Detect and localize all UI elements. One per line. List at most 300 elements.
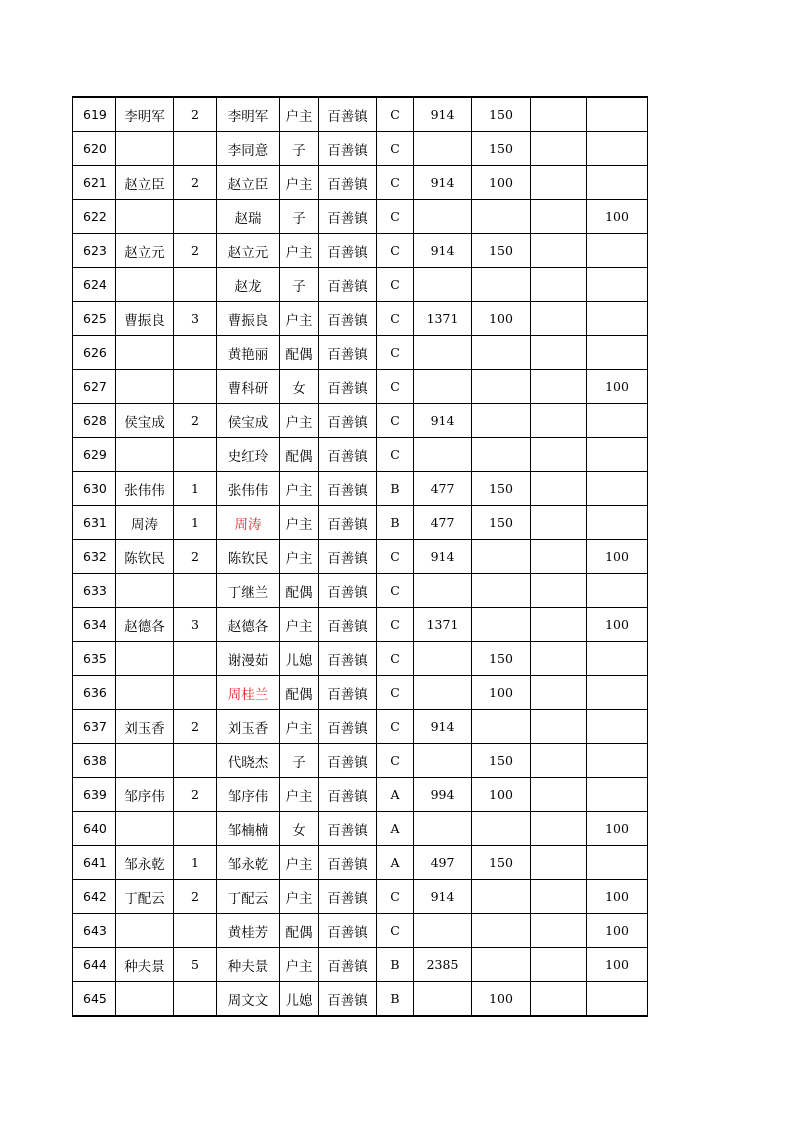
cell-amount-a [414,982,472,1017]
cell-number: 633 [73,574,116,608]
cell-amount-a: 2385 [414,948,472,982]
cell-amount-b: 100 [472,778,531,812]
cell-grade: C [377,710,414,744]
cell-grade: C [377,234,414,268]
cell-grade: C [377,97,414,132]
cell-number: 620 [73,132,116,166]
cell-town: 百善镇 [319,97,377,132]
cell-grade: C [377,914,414,948]
cell-amount-d [587,744,648,778]
cell-relation: 户主 [280,608,319,642]
cell-household-head: 刘玉香 [116,710,174,744]
table-row [73,336,648,370]
cell-amount-b: 100 [472,982,531,1017]
cell-household-size: 2 [174,166,217,200]
cell-grade: C [377,268,414,302]
cell-amount-d [587,404,648,438]
cell-number: 621 [73,166,116,200]
cell-relation: 户主 [280,506,319,540]
cell-grade: C [377,880,414,914]
cell-amount-b [472,710,531,744]
cell-member-name: 赵德各 [217,608,280,642]
cell-amount-b [472,880,531,914]
cell-town: 百善镇 [319,608,377,642]
table-row [73,404,648,438]
cell-amount-c [531,438,587,472]
cell-number: 625 [73,302,116,336]
cell-household-size [174,642,217,676]
cell-amount-c [531,506,587,540]
cell-town: 百善镇 [319,234,377,268]
cell-member-name: 赵立元 [217,234,280,268]
cell-number: 642 [73,880,116,914]
cell-grade: B [377,948,414,982]
table-row [73,574,648,608]
cell-amount-b [472,540,531,574]
table-row [73,370,648,404]
cell-household-size: 2 [174,540,217,574]
cell-amount-d [587,472,648,506]
cell-amount-d: 100 [587,370,648,404]
cell-amount-a: 914 [414,404,472,438]
cell-amount-b: 100 [472,676,531,710]
table-row [73,880,648,914]
cell-amount-c [531,268,587,302]
cell-household-size: 3 [174,608,217,642]
cell-number: 634 [73,608,116,642]
cell-household-head: 曹振良 [116,302,174,336]
cell-town: 百善镇 [319,370,377,404]
cell-town: 百善镇 [319,268,377,302]
cell-household-size: 1 [174,506,217,540]
cell-amount-b: 150 [472,506,531,540]
cell-amount-c [531,676,587,710]
cell-grade: C [377,336,414,370]
cell-relation: 配偶 [280,438,319,472]
cell-member-name: 李明军 [217,97,280,132]
cell-member-name: 丁配云 [217,880,280,914]
cell-member-name: 史红玲 [217,438,280,472]
cell-amount-b [472,608,531,642]
cell-amount-b: 150 [472,234,531,268]
table-row [73,472,648,506]
cell-grade: C [377,200,414,234]
table-body [73,97,648,1016]
cell-number: 624 [73,268,116,302]
cell-household-size [174,438,217,472]
cell-amount-c [531,234,587,268]
cell-amount-c [531,710,587,744]
cell-amount-c [531,982,587,1017]
cell-relation: 户主 [280,880,319,914]
cell-amount-d [587,506,648,540]
cell-household-size: 5 [174,948,217,982]
cell-amount-d [587,438,648,472]
cell-town: 百善镇 [319,506,377,540]
cell-grade: B [377,506,414,540]
cell-amount-a: 477 [414,506,472,540]
cell-town: 百善镇 [319,166,377,200]
cell-grade: C [377,438,414,472]
cell-amount-a: 1371 [414,608,472,642]
cell-member-name: 李同意 [217,132,280,166]
cell-number: 639 [73,778,116,812]
cell-household-size [174,744,217,778]
cell-town: 百善镇 [319,812,377,846]
cell-grade: C [377,744,414,778]
cell-number: 641 [73,846,116,880]
cell-grade: B [377,472,414,506]
cell-amount-c [531,948,587,982]
cell-number: 628 [73,404,116,438]
cell-amount-a: 1371 [414,302,472,336]
cell-amount-a [414,744,472,778]
cell-relation: 户主 [280,948,319,982]
cell-grade: C [377,608,414,642]
cell-amount-b: 150 [472,642,531,676]
cell-relation: 户主 [280,234,319,268]
cell-number: 630 [73,472,116,506]
table-row [73,166,648,200]
cell-member-name: 谢漫茹 [217,642,280,676]
cell-amount-a: 914 [414,710,472,744]
cell-amount-c [531,846,587,880]
cell-amount-a: 914 [414,540,472,574]
cell-amount-c [531,404,587,438]
cell-household-size [174,200,217,234]
cell-household-size [174,914,217,948]
cell-relation: 配偶 [280,574,319,608]
cell-household-head: 种夫景 [116,948,174,982]
cell-household-head [116,812,174,846]
cell-town: 百善镇 [319,438,377,472]
table-row [73,948,648,982]
cell-amount-a: 914 [414,880,472,914]
cell-amount-a [414,268,472,302]
table-row [73,540,648,574]
cell-grade: A [377,846,414,880]
cell-household-size [174,268,217,302]
table-row [73,982,648,1017]
cell-amount-c [531,472,587,506]
cell-relation: 户主 [280,472,319,506]
table-row [73,642,648,676]
cell-member-name: 赵立臣 [217,166,280,200]
cell-grade: C [377,574,414,608]
cell-amount-c [531,200,587,234]
cell-member-name: 赵瑞 [217,200,280,234]
cell-amount-d: 100 [587,948,648,982]
cell-amount-a: 914 [414,234,472,268]
cell-relation: 儿媳 [280,642,319,676]
cell-household-head: 赵德各 [116,608,174,642]
cell-amount-b: 100 [472,302,531,336]
cell-amount-d [587,132,648,166]
cell-amount-c [531,608,587,642]
cell-amount-c [531,132,587,166]
cell-household-head: 邹序伟 [116,778,174,812]
cell-amount-c [531,744,587,778]
cell-relation: 户主 [280,710,319,744]
cell-household-size: 2 [174,234,217,268]
cell-amount-c [531,914,587,948]
cell-relation: 户主 [280,166,319,200]
cell-town: 百善镇 [319,846,377,880]
cell-member-name: 黄桂芳 [217,914,280,948]
cell-relation: 女 [280,370,319,404]
cell-town: 百善镇 [319,778,377,812]
cell-amount-c [531,166,587,200]
cell-household-head [116,200,174,234]
cell-household-size: 1 [174,846,217,880]
cell-relation: 子 [280,200,319,234]
cell-household-head [116,676,174,710]
cell-household-head [116,438,174,472]
cell-amount-b: 150 [472,97,531,132]
cell-household-size [174,812,217,846]
cell-town: 百善镇 [319,948,377,982]
cell-household-head [116,132,174,166]
cell-member-name: 周文文 [217,982,280,1017]
cell-household-size [174,676,217,710]
cell-household-head: 丁配云 [116,880,174,914]
cell-amount-d [587,710,648,744]
cell-amount-d: 100 [587,880,648,914]
cell-amount-d [587,336,648,370]
cell-number: 638 [73,744,116,778]
cell-amount-c [531,302,587,336]
cell-member-name: 代晓杰 [217,744,280,778]
cell-household-head [116,268,174,302]
cell-member-name: 陈钦民 [217,540,280,574]
cell-household-size [174,132,217,166]
cell-amount-b [472,438,531,472]
cell-household-size: 2 [174,710,217,744]
cell-member-name: 侯宝成 [217,404,280,438]
cell-household-head [116,642,174,676]
cell-grade: A [377,812,414,846]
cell-household-head: 赵立臣 [116,166,174,200]
cell-household-head: 侯宝成 [116,404,174,438]
cell-grade: A [377,778,414,812]
cell-number: 626 [73,336,116,370]
cell-household-size: 2 [174,97,217,132]
table-row [73,438,648,472]
cell-amount-d [587,302,648,336]
cell-town: 百善镇 [319,744,377,778]
cell-grade: C [377,370,414,404]
cell-amount-c [531,97,587,132]
cell-amount-d [587,234,648,268]
cell-amount-b [472,812,531,846]
cell-relation: 子 [280,744,319,778]
cell-relation: 女 [280,812,319,846]
cell-town: 百善镇 [319,540,377,574]
cell-household-size: 2 [174,404,217,438]
cell-amount-b [472,370,531,404]
cell-amount-a: 994 [414,778,472,812]
cell-member-name: 曹振良 [217,302,280,336]
cell-household-size [174,982,217,1017]
cell-member-name: 邹序伟 [217,778,280,812]
cell-amount-b [472,336,531,370]
cell-household-size [174,336,217,370]
cell-number: 635 [73,642,116,676]
cell-relation: 户主 [280,778,319,812]
cell-number: 632 [73,540,116,574]
cell-member-name: 丁继兰 [217,574,280,608]
cell-household-head [116,982,174,1017]
cell-amount-c [531,336,587,370]
cell-amount-a [414,336,472,370]
table-row [73,132,648,166]
cell-relation: 子 [280,268,319,302]
cell-amount-a [414,574,472,608]
cell-amount-c [531,778,587,812]
cell-household-head: 张伟伟 [116,472,174,506]
cell-amount-d [587,268,648,302]
table-row [73,914,648,948]
cell-town: 百善镇 [319,914,377,948]
cell-town: 百善镇 [319,302,377,336]
cell-relation: 户主 [280,540,319,574]
cell-amount-d [587,574,648,608]
table-row [73,302,648,336]
cell-household-head: 陈钦民 [116,540,174,574]
cell-household-head [116,914,174,948]
cell-household-size: 1 [174,472,217,506]
cell-member-name: 曹科研 [217,370,280,404]
cell-grade: C [377,166,414,200]
cell-relation: 配偶 [280,676,319,710]
cell-household-head: 周涛 [116,506,174,540]
cell-amount-a [414,676,472,710]
cell-town: 百善镇 [319,404,377,438]
cell-amount-b: 100 [472,166,531,200]
cell-amount-c [531,370,587,404]
cell-amount-a: 497 [414,846,472,880]
cell-household-head: 赵立元 [116,234,174,268]
cell-town: 百善镇 [319,642,377,676]
cell-town: 百善镇 [319,982,377,1017]
cell-number: 627 [73,370,116,404]
cell-amount-d: 100 [587,608,648,642]
cell-member-name: 张伟伟 [217,472,280,506]
cell-grade: C [377,642,414,676]
cell-town: 百善镇 [319,574,377,608]
cell-household-size [174,574,217,608]
cell-amount-d [587,166,648,200]
cell-number: 622 [73,200,116,234]
cell-household-size: 2 [174,880,217,914]
cell-amount-b [472,200,531,234]
cell-member-name: 周桂兰 [217,676,280,710]
cell-household-size [174,370,217,404]
cell-grade: C [377,302,414,336]
cell-household-head [116,574,174,608]
table-row [73,846,648,880]
cell-household-head: 李明军 [116,97,174,132]
table-row [73,268,648,302]
cell-amount-b [472,948,531,982]
cell-relation: 子 [280,132,319,166]
cell-member-name: 种夫景 [217,948,280,982]
cell-household-head [116,370,174,404]
cell-amount-b [472,574,531,608]
cell-relation: 户主 [280,404,319,438]
cell-amount-d [587,642,648,676]
table-row [73,812,648,846]
cell-town: 百善镇 [319,880,377,914]
cell-number: 640 [73,812,116,846]
cell-household-head [116,336,174,370]
cell-amount-d: 100 [587,540,648,574]
cell-number: 629 [73,438,116,472]
table-row [73,234,648,268]
cell-amount-b: 150 [472,846,531,880]
cell-town: 百善镇 [319,676,377,710]
cell-grade: C [377,540,414,574]
data-table [72,96,648,1017]
cell-amount-d [587,982,648,1017]
cell-amount-a [414,370,472,404]
cell-amount-a [414,914,472,948]
cell-amount-d: 100 [587,914,648,948]
cell-town: 百善镇 [319,472,377,506]
cell-household-size: 2 [174,778,217,812]
cell-amount-a: 914 [414,97,472,132]
cell-member-name: 邹楠楠 [217,812,280,846]
cell-relation: 配偶 [280,914,319,948]
cell-amount-d [587,846,648,880]
cell-grade: C [377,404,414,438]
cell-member-name: 刘玉香 [217,710,280,744]
cell-amount-d [587,676,648,710]
table-row [73,608,648,642]
cell-amount-d [587,778,648,812]
cell-relation: 户主 [280,97,319,132]
cell-amount-c [531,880,587,914]
cell-amount-a [414,200,472,234]
cell-grade: C [377,676,414,710]
cell-amount-b: 150 [472,744,531,778]
cell-grade: C [377,132,414,166]
table-row [73,744,648,778]
cell-relation: 配偶 [280,336,319,370]
cell-number: 645 [73,982,116,1017]
cell-member-name: 周涛 [217,506,280,540]
cell-town: 百善镇 [319,200,377,234]
cell-amount-c [531,540,587,574]
cell-amount-a [414,132,472,166]
cell-amount-a [414,642,472,676]
table-row [73,676,648,710]
cell-amount-d: 100 [587,812,648,846]
cell-amount-d: 100 [587,200,648,234]
cell-amount-a [414,438,472,472]
cell-amount-a: 477 [414,472,472,506]
cell-town: 百善镇 [319,710,377,744]
cell-member-name: 邹永乾 [217,846,280,880]
cell-amount-a: 914 [414,166,472,200]
cell-number: 643 [73,914,116,948]
cell-number: 637 [73,710,116,744]
cell-amount-c [531,642,587,676]
cell-amount-b: 150 [472,472,531,506]
cell-relation: 儿媳 [280,982,319,1017]
cell-number: 619 [73,97,116,132]
cell-member-name: 黄艳丽 [217,336,280,370]
